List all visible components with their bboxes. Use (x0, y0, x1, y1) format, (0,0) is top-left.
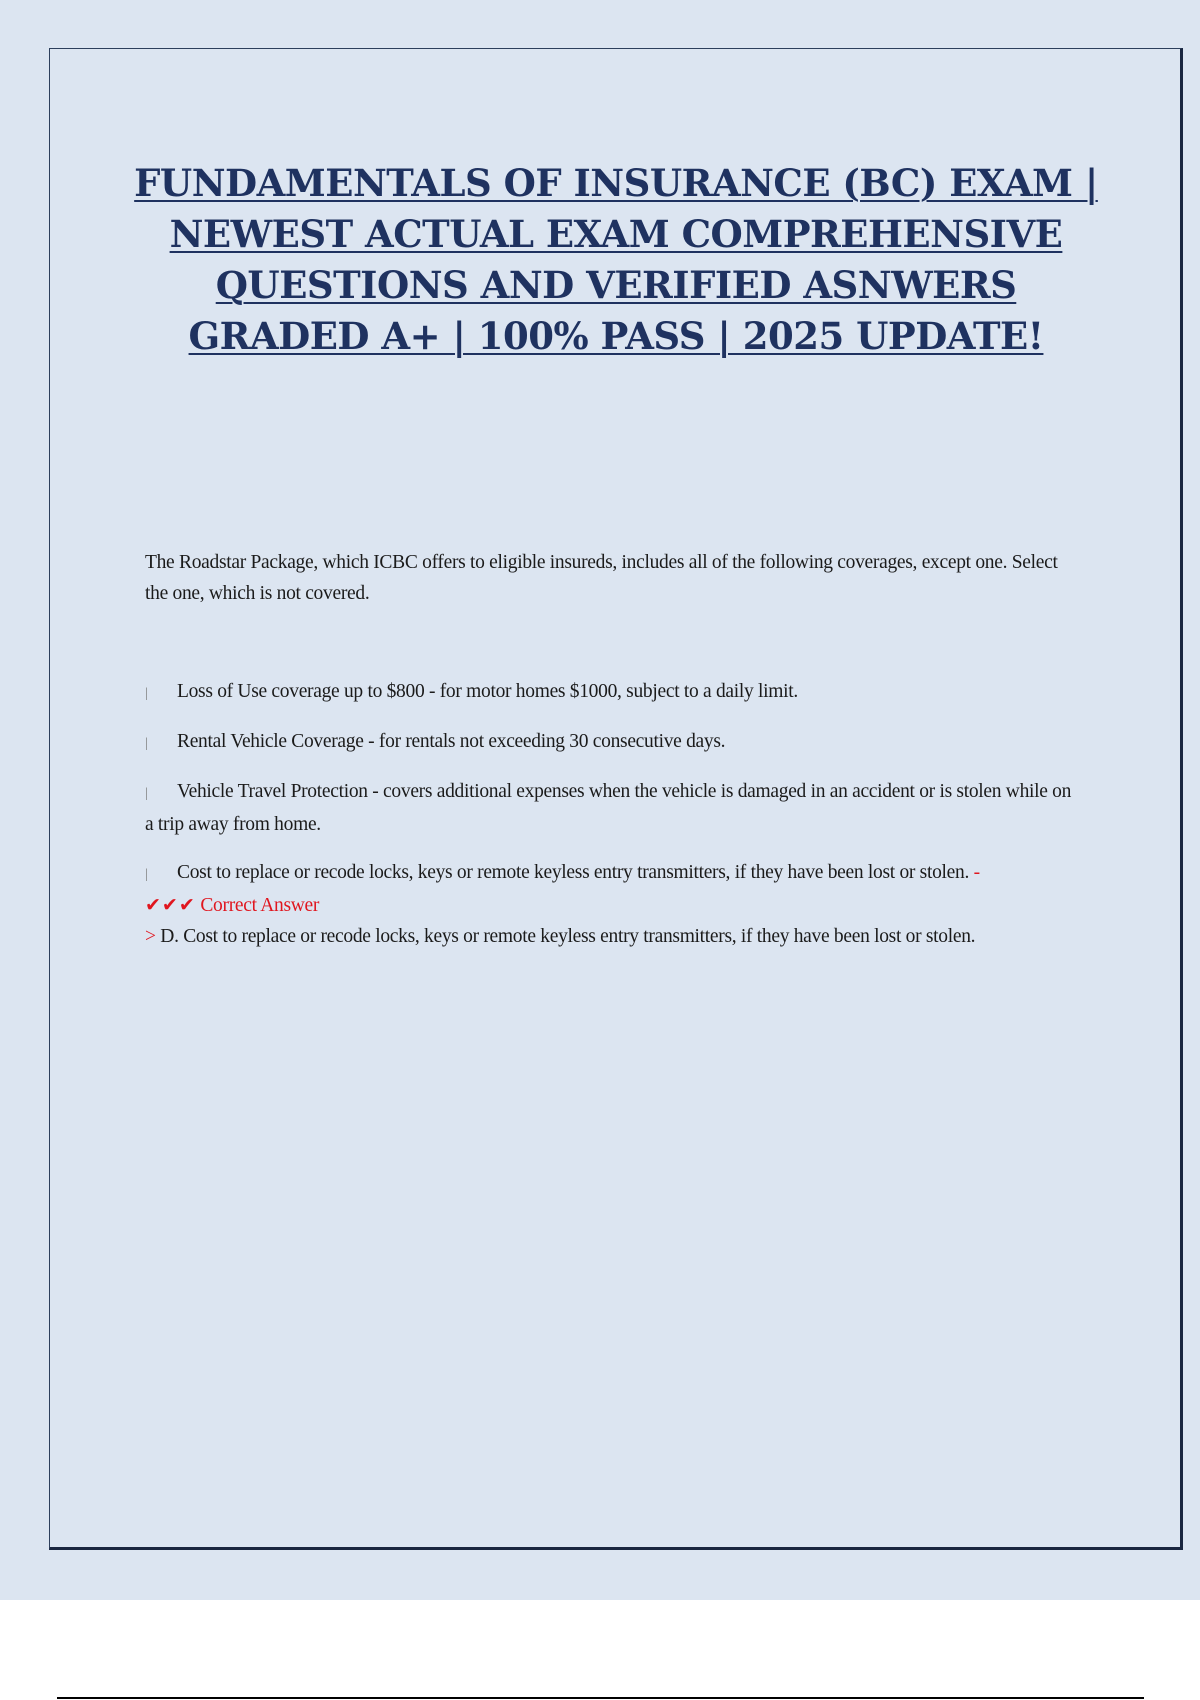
option-a (145, 676, 1080, 709)
answer-options (145, 676, 1080, 952)
correct-answer-label: Correct Answer (200, 895, 320, 916)
correct-answer-text: D. Cost to replace or recode locks, keys or remote keyless entry transmitters, if they have been lost or stolen. (160, 926, 976, 947)
answer-marker: > (145, 926, 156, 947)
option-bullet: | (145, 686, 148, 701)
question-text: The Roadstar Package, which ICBC offers to eligible insureds, includes all of the following coverages, except one. Select the one, which is not covered. (145, 552, 1058, 604)
option-c-text: Vehicle Travel Protection - covers additional expenses when the vehicle is damaged in an accident or is stolen while on a trip away from home. (145, 781, 1072, 835)
question-block (145, 547, 1080, 952)
document-title (130, 158, 1102, 362)
document-title-text: FUNDAMENTALS OF INSURANCE (BC) EXAM | NEWEST ACTUAL EXAM COMPREHENSIVE QUESTIONS AND VERIFIED ASNWERS GRADED A+ | 100% PASS | 2025 UPDATE! (134, 161, 1098, 358)
option-d (145, 857, 1080, 921)
option-d-text: Cost to replace or recode locks, keys or remote keyless entry transmitters, if they have been lost or stolen. (177, 862, 970, 883)
option-a-text: Loss of Use coverage up to $800 - for motor homes $1000, subject to a daily limit. (177, 681, 798, 702)
page-footer-rule (57, 1697, 1144, 1699)
correct-answer-line (145, 921, 1080, 952)
option-b-text: Rental Vehicle Coverage - for rentals not exceeding 30 consecutive days. (177, 731, 726, 752)
option-b (145, 726, 1080, 759)
answer-separator: - (973, 862, 980, 883)
checkmark-icon: ✔✔✔ (145, 894, 196, 916)
option-bullet: | (145, 786, 148, 801)
option-c (145, 776, 1080, 840)
option-bullet: | (145, 736, 148, 751)
option-bullet: | (145, 867, 148, 882)
